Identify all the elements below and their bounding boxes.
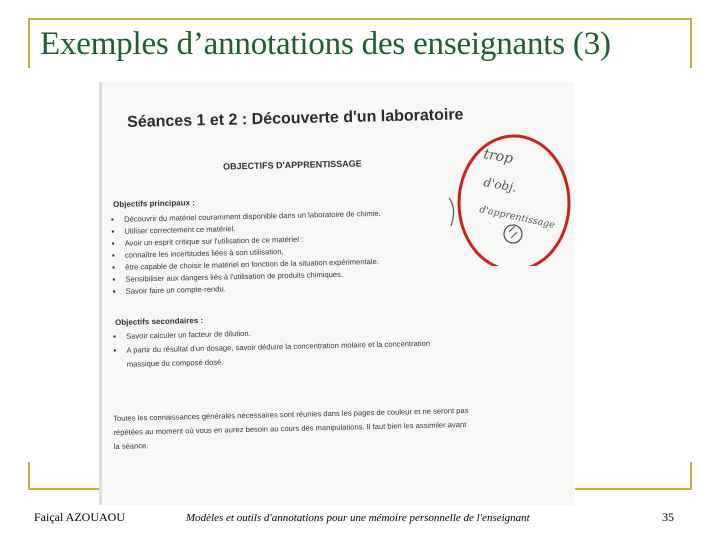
bottom-right-frame-tick	[690, 462, 692, 490]
annotation-text-line1: trop	[482, 146, 515, 168]
annotation-text-line3: d'apprentissage	[478, 204, 556, 231]
document-paragraph: Toutes les connaissances générales nécessaires sont réunies dans les pages de couleur et ne seront pas répétées au moment où vous en aurez besoin au cours des manipulations. Il faut bien les assimiler avant la séance.	[113, 405, 469, 451]
secondary-objectives-label: Objectifs secondaires :	[115, 316, 204, 327]
list-item: ▪ Savoir faire un compte-rendu.	[113, 280, 383, 298]
top-frame-line	[28, 18, 692, 20]
primary-objectives-list	[111, 208, 382, 298]
document-subheading: OBJECTIFS D'APPRENTISSAGE	[222, 158, 362, 172]
bottom-left-frame-tick	[28, 462, 30, 490]
list-item: ▪ A partir du résultat d'un dosage, savoir déduire la concentration molaire et la concentration massique du composé dosé.	[113, 336, 457, 372]
page-number: 35	[662, 510, 674, 524]
list-item: ▪ Sensibiliser aux dangers liés à l'utilisation de produits chimiques.	[112, 268, 382, 286]
scanned-document	[99, 82, 575, 505]
list-item: ▪ Avoir un esprit critique sur l'utilisation de ce matériel :	[112, 232, 382, 250]
list-item: ▪ Savoir calculer un facteur de dilution.	[113, 322, 453, 344]
scan-edge	[99, 82, 102, 505]
list-item: ▪ connaître les incertitudes liées à son utilisation,	[112, 244, 382, 262]
list-item: ▪ être capable de choisir le matériel en fonction de la situation expérimentale.	[112, 256, 382, 274]
handwritten-annotation	[443, 126, 575, 266]
secondary-objectives-list	[113, 322, 454, 372]
primary-objectives-label: Objectifs principaux :	[113, 198, 195, 209]
list-item: ▪ Découvrir du matériel couramment disponible dans un laboratoire de chimie.	[111, 208, 381, 226]
annotation-text-line2: d'obj.	[482, 175, 518, 195]
left-frame-line	[28, 18, 30, 68]
red-circle-mark	[459, 136, 569, 266]
footer-author: Faiçal AZOUAOU	[34, 510, 125, 524]
slide-title: Exemples d’annotations des enseignants (3)	[40, 26, 611, 62]
footer-caption: Modèles et outils d'annotations pour une mémoire personnelle de l'enseignant	[186, 512, 530, 524]
document-heading: Séances 1 et 2 : Découverte d'un laboratoire	[127, 106, 464, 131]
right-frame-line	[690, 18, 692, 68]
list-item: ▪ Utiliser correctement ce matériel.	[111, 220, 381, 238]
